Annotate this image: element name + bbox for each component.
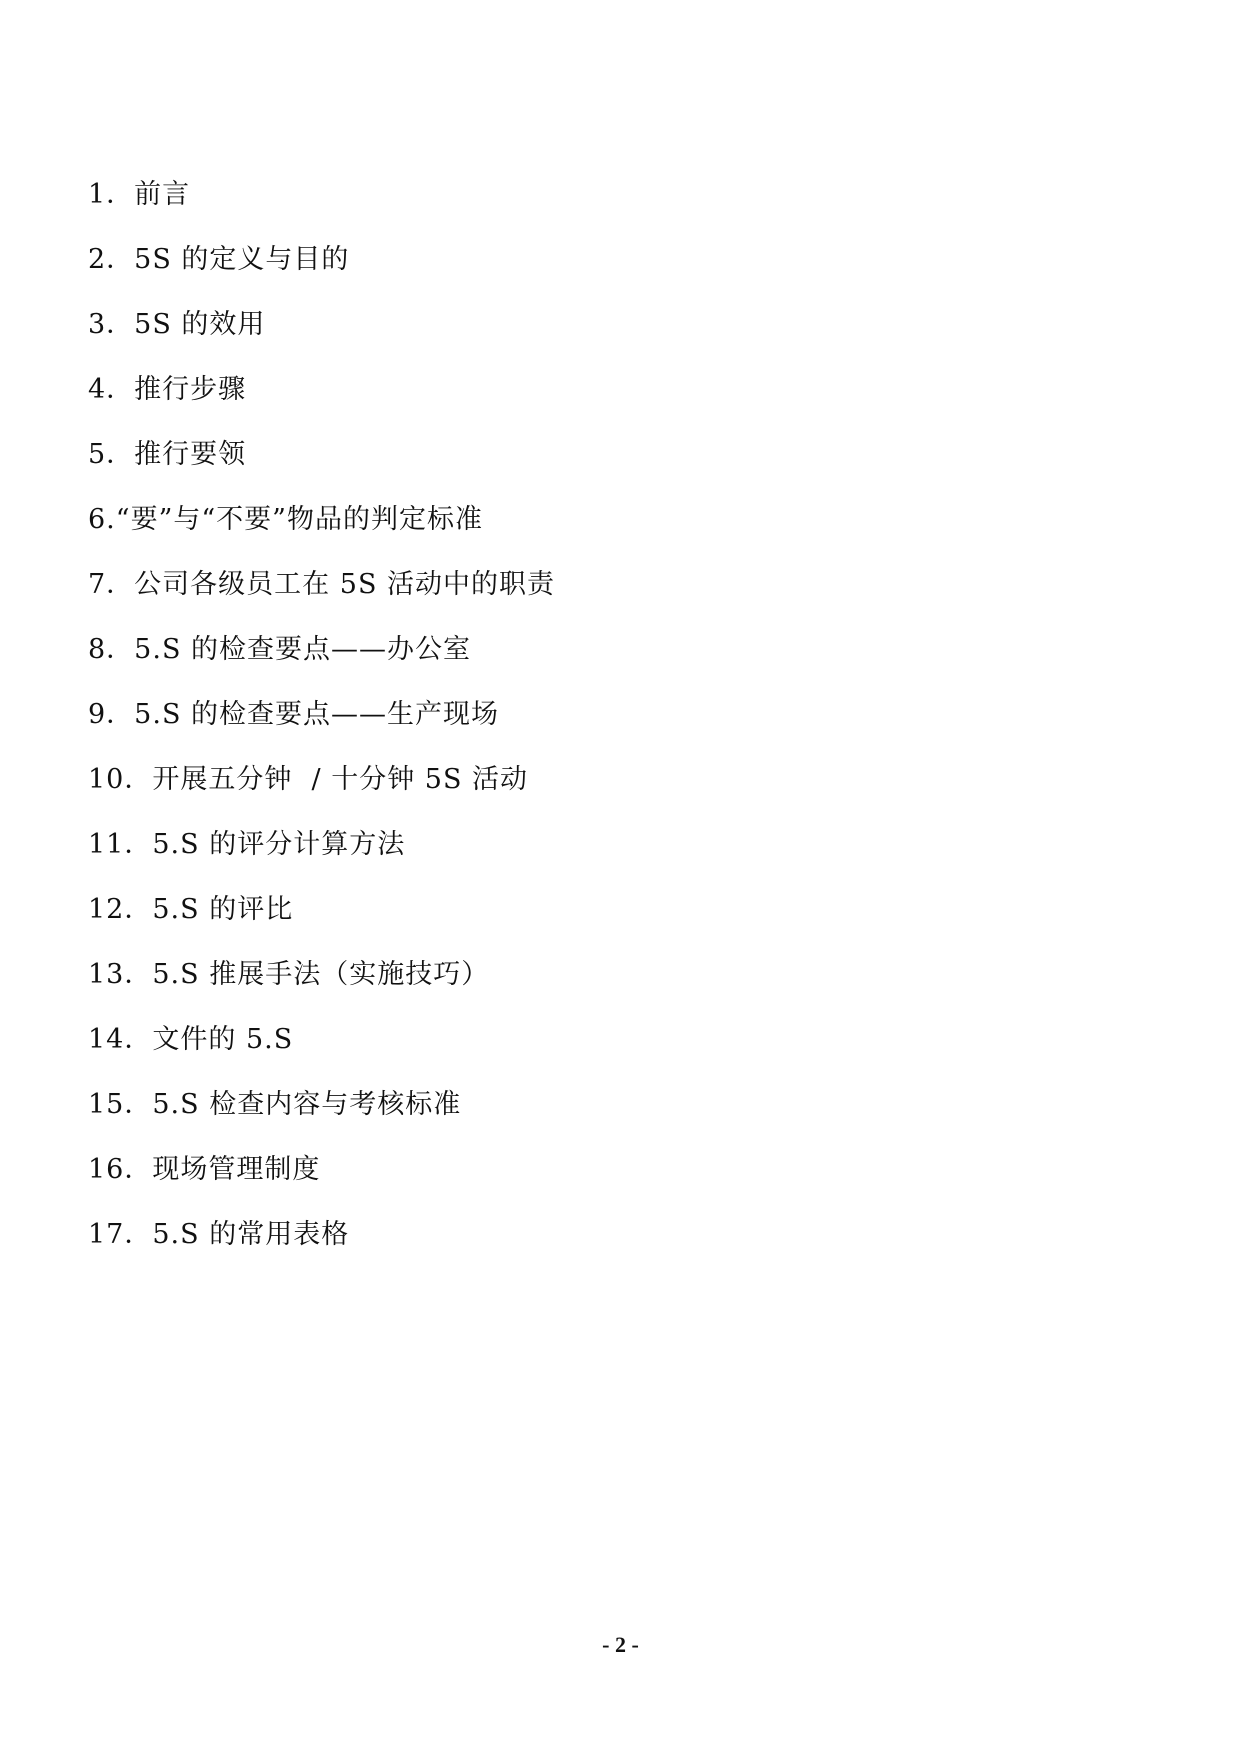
toc-item: 10．开展五分钟 / 十分钟 5S 活动 [88,764,529,795]
toc-item: 16．现场管理制度 [88,1154,321,1185]
toc-item: 2．5S 的定义与目的 [88,244,350,275]
page-number: - 2 - [602,1632,639,1657]
toc-item: 8．5.S 的检查要点——办公室 [88,634,472,665]
toc-item: 5．推行要领 [88,439,247,470]
table-of-contents [88,162,555,1267]
toc-item: 14．文件的 5.S [88,1024,294,1055]
toc-item: 7．公司各级员工在 5S 活动中的职责 [88,569,556,600]
toc-item: 1．前言 [88,179,191,210]
toc-item: 12．5.S 的评比 [88,894,294,925]
toc-item: 3．5S 的效用 [88,309,266,340]
toc-item: 15．5.S 检查内容与考核标准 [88,1089,462,1120]
toc-item: 6.“要”与“不要”物品的判定标准 [88,504,483,535]
toc-item: 9．5.S 的检查要点——生产现场 [88,699,500,730]
toc-item: 4．推行步骤 [88,374,247,405]
toc-item: 17．5.S 的常用表格 [88,1219,350,1250]
toc-item: 13．5.S 推展手法（实施技巧） [88,959,490,990]
toc-item: 11．5.S 的评分计算方法 [88,829,406,860]
